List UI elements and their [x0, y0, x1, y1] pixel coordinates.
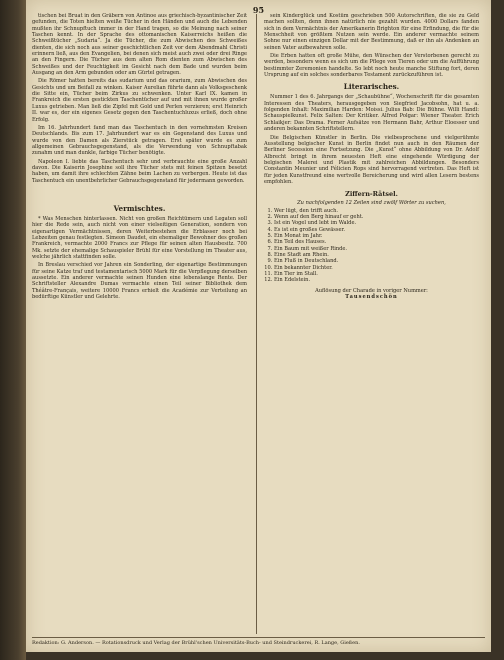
riddle-line: 6. Ein Teil des Hauses. [274, 239, 479, 245]
left-column [32, 13, 247, 302]
literature-paragraph: Nummer 1 des 6. Jahrgangs der „Schaubühne“, Wochenschrift für die gesamten Interessen des Theaters, herausgegeben von Siegfried Jacobsohn, hat u. a. folgenden Inhalt: Maximilian Harden: Moissi. Julius Bab: Die Bühne. Willi Handl: Schauspielkunst. Felix Salten: Der Kritiker. Alfred Polgar: Wiener Theater. Erich Schlaikjer: Das Drama. Ferner Aufsätze von Hermann Bahr, Arthur Eloesser und anderen bekannten Schriftstellern. [264, 94, 479, 133]
riddle-solution-label: Auflösung der Charade in voriger Nummer: [315, 287, 428, 294]
article-paragraph: Die Erben hatten oft große Mühe, den Wünschen der Verstorbenen gerecht zu werden, besonders wenn es sich um die Pflege von Tieren oder um die Aufführung bestimmter Zeremonien handelte. So lebt noch heute manche Stiftung fort, deren Ursprung auf ein solches sonderbares Testament zurückzuführen ist. [264, 53, 479, 79]
riddle-line: 1. Wer lügt, den trifft auch. [274, 208, 479, 214]
misc-paragraph: In Breslau verschied vor Jahren ein Sonderling, der eigenartige Bestimmungen für seine Katze traf und testamentarisch 5000 Mark für die Verpflegung derselben aussetzte. Ein anderer vermachte seinen Hunden eine lebenslange Rente. Der Schriftsteller Alexandre Dumas vermachte einen Teil seiner Bibliothek dem Théâtre-Français, weitere 10000 Francs erhielt die Académie zur Verteilung an bedürftige Künstler und Gelehrte. [32, 262, 247, 301]
newspaper-page [26, 0, 491, 652]
section-heading-literature: Literarisches. [343, 82, 400, 92]
riddle-line: 5. Ein Monat im Jahr. [274, 233, 479, 239]
riddle-line: 4. Es ist ein großes Gewässer. [274, 227, 479, 233]
section-heading-miscellaneous: Vermischtes. [113, 203, 166, 213]
riddle-intro: Zu nachfolgenden 12 Zeilen sind zwölf Wörter zu suchen, [297, 200, 446, 207]
riddle-title: Ziffern-Rätsel. [345, 190, 398, 199]
article-paragraph: Napoleon I. liebte das Taschentuch sehr und verbrauchte eine große Anzahl davon. Die Kaiserin Josephine soll ihre Tücher stets mit feinen Spitzen besetzt haben, um damit ihre schlechten Zähne beim Lachen zu verbergen. Heute ist das Taschentuch ein unentbehrlicher Gebrauchsgegenstand für jedermann geworden. [32, 158, 247, 184]
riddle-solution-word: Tausendschön [345, 294, 398, 301]
article-paragraph: Die Römer hatten bereits das sudarium und das orarium, zum Abwischen des Gesichts und um Beifall zu winken. Kaiser Aurelian führte dann als Volksgeschenk die Sitte ein, Tücher beim Zirkus zu schwenken. Unter Karl IX. kamen in Frankreich die ersten gestickten Taschentücher auf und mit ihnen wurde großer Luxus getrieben. Man ließ die Zipfel mit Gold und Perlen verzieren; erst Heinrich II. war es, der ein eigenes Gesetz gegen den Taschentuchluxus erließ, doch ohne Erfolg. [32, 78, 247, 123]
riddle-line: 2. Wenn auf den Berg hinauf er geht. [274, 214, 479, 220]
article-paragraph: Im 16. Jahrhundert fand man das Taschentuch in den vornehmsten Kreisen Deutschlands. Bis zum 17. Jahrhundert war es ein Gegenstand des Luxus und wurde von den Damen als Zierstück getragen. Erst später wurde es zum allgemeinen Gebrauchsgegenstand, als die Verwendung von Schnupftabak zunahm und man dunkle, farbige Tücher benötigte. [32, 124, 247, 157]
riddle-line: 12. Ein Edelstein. [274, 277, 479, 283]
misc-paragraph: * Was Menschen hinterlassen. Nicht von großen Reichtümern und Legaten soll hier die Rede sein, auch nicht von einer vielseitigen Generation, sondern von eigenartigen Vermächtnissen, deren Weiterbestehen die Erblasser noch bei Lebzeiten genau festlegten. Simeon Daudet, ein ehemaliger Bewohner des großen Frankreich, vermachte 2000 Francs zur Pflege für seinen alten Hausbesitz. 700 Mk. setzte der ehemalige Schauspieler Brühl für eine Vorstellung im Theater aus, welche jährlich stattfinden solle. [32, 215, 247, 260]
article-paragraph: tischen bei Bruat in den Gräbern von Antinoe aus griechisch-byzantinischer Zeit gefunden, die Toten hielten weiße Tücher in den Händen und auch die Lebenden mußten ihr Schnupftuch immer in der Hand tragen, so die Meinung nach seiner Taschen kennt. In der Sprache des ottomanischen Kaiserreichs heißen die Schweißtücher „Sudaria“. Ja die Tücher, die zum Abwischen des Schweißes dienten, die sich noch aus seiner geschichtlichen Zeit vor dem Abendmahl Christi erinnern ließ, aus den Evangelien, bei denen sich meist auch zwei oder drei Ringe an den Fingern. Die Tücher aus dem alten Rom dienten zum Abwischen des Schweißes und der Feuchtigkeit im Gesicht nach dem Bade und wurden beim Ausgang an den Arm gebunden oder am Gürtel getragen. [32, 13, 247, 77]
right-column [264, 13, 479, 300]
page-number: 95 [252, 5, 265, 15]
book-spine-shadow [0, 0, 26, 660]
riddle-line: 3. Ist ein Vogel und lebt im Walde. [274, 220, 479, 226]
riddle-line: 10. Ein bekannter Dichter. [274, 265, 479, 271]
riddle-line: 11. Ein Tier im Stall. [274, 271, 479, 277]
imprint-footer: Redaktion: G. Anderson. — Rotationsdruck und Verlag der Brühl'schen Universitäts-Buch- und Steindruckerei, R. Lange, Gießen. [32, 637, 485, 646]
column-divider [256, 14, 257, 634]
riddle-list [264, 208, 479, 284]
literature-paragraph: Die Belgischen Künstler in Berlin. Die vielbesprochene und vielgerühmte Ausstellung belgischer Kunst in Berlin findet nun auch in den Räumen der Berliner Secession eine Fortsetzung. Die „Kunst“ ohne Abbildung von Dr. Adolf Albrecht bringt in ihrem neuesten Heft eine eingehende Würdigung der belgischen Malerei und Plastik mit zahlreichen Abbildungen. Besonders Constantin Meunier und Félicien Rops sind hervorragend vertreten. Das Heft ist für jeden Kunstfreund eine wertvolle Bereicherung und wird allen Lesern bestens empfohlen. [264, 134, 479, 185]
article-paragraph: sein Kinderglück und Kostüm geschrieben 500 Autorschriften, die sie zu Geld machen sollten, denn ihnen natürlich nie gezahlt wurden. 4000 Dollars fanden sich in dem Vermächtnis der Amerikanerin Brighton für eine Erfindung, die für die Menschheit von größtem Nutzen sein werde. Ein anderer vermachte seinem Sohne nur einen einzigen Dollar mit der Bestimmung, daß er ihn als Andenken an seinen Vater aufbewahren solle. [264, 13, 479, 51]
riddle-line: 8. Eine Stadt am Rhein. [274, 252, 479, 258]
riddle-line: 9. Ein Fluß in Deutschland. [274, 258, 479, 264]
riddle-line: 7. Ein Baum mit weißer Rinde. [274, 246, 479, 252]
